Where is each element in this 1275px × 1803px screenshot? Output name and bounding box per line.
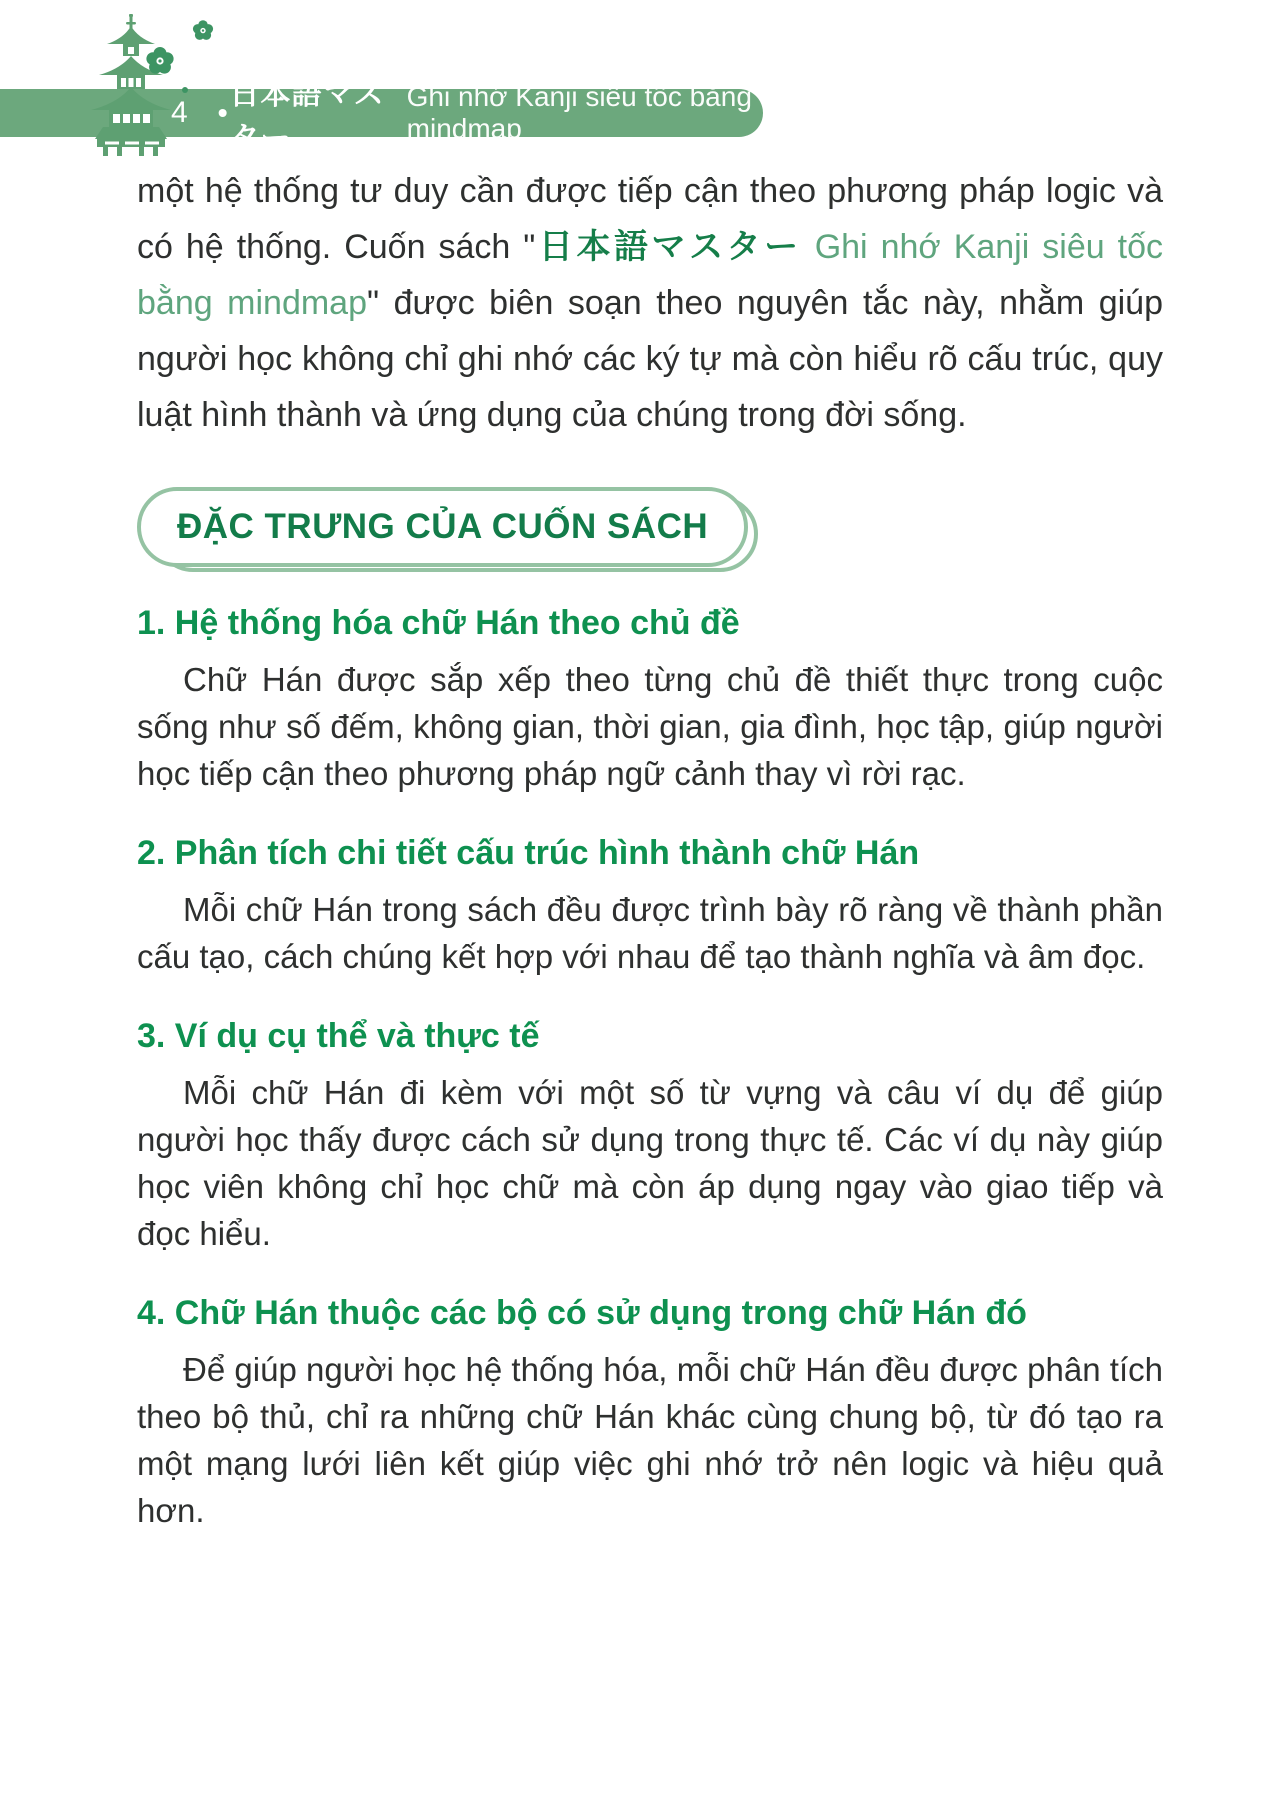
feature-section-2	[137, 833, 1163, 980]
page-content	[137, 163, 1163, 1534]
opening-text-2: " được biên soạn theo nguyên tắc này, nhằm giúp người học không chỉ ghi nhớ các ký tự mà còn hiểu rõ cấu trúc, quy luật hình thành và ứng dụng của chúng trong đời sống.	[137, 284, 1163, 434]
section-2-body: Mỗi chữ Hán trong sách đều được trình bày rõ ràng về thành phần cấu tạo, cách chúng kết hợp với nhau để tạo thành nghĩa và âm đọc.	[137, 891, 1163, 975]
pagoda-icon	[91, 14, 171, 156]
section-4-title: 4. Chữ Hán thuộc các bộ có sử dụng trong chữ Hán đó	[137, 1294, 1027, 1332]
section-3-body: Mỗi chữ Hán đi kèm với một số từ vựng và câu ví dụ để giúp người học thấy được cách sử dụng trong thực tế. Các ví dụ này giúp học viên không chỉ học chữ mà còn áp dụng ngay vào giao tiếp và đọc hiểu.	[137, 1074, 1163, 1252]
feature-section-1	[137, 603, 1163, 797]
section-3-title: 3. Ví dụ cụ thể và thực tế	[137, 1017, 540, 1055]
header-decoration	[83, 14, 233, 156]
badge-label: ĐẶC TRƯNG CỦA CUỐN SÁCH	[177, 507, 709, 546]
series-title-vietnamese: Ghi nhớ Kanji siêu tốc bằng mindmap	[406, 81, 752, 144]
section-1-body: Chữ Hán được sắp xếp theo từng chủ đề thiết thực trong cuộc sống như số đếm, không gian, thời gian, gia đình, học tập, giúp người học tiếp cận theo phương pháp ngữ cảnh thay vì rời rạc.	[137, 661, 1163, 792]
opening-paragraph	[137, 163, 1163, 443]
book-title-japanese: 日本語マスター	[535, 228, 802, 266]
feature-section-3	[137, 1016, 1163, 1257]
blossom-bud-icon	[182, 87, 188, 93]
series-title-japanese: 日本語マスター	[229, 78, 385, 155]
section-1-title: 1. Hệ thống hóa chữ Hán theo chủ đề	[137, 604, 740, 642]
book-title-vietnamese: Ghi nhớ Kanji siêu tốc bằng mindmap	[137, 228, 1163, 322]
section-header-badge	[137, 487, 748, 567]
feature-section-4	[137, 1293, 1163, 1534]
opening-text-1: một hệ thống tư duy cần được tiếp cận theo phương pháp logic và có hệ thống. Cuốn sách "	[137, 172, 1163, 266]
blossom-icon-small	[193, 20, 213, 40]
bullet-icon: •	[217, 97, 228, 128]
section-2-title: 2. Phân tích chi tiết cấu trúc hình thành chữ Hán	[137, 834, 920, 872]
section-4-body: Để giúp người học hệ thống hóa, mỗi chữ Hán đều được phân tích theo bộ thủ, chỉ ra những chữ Hán khác cùng chung bộ, từ đó tạo ra một mạng lưới liên kết giúp việc ghi nhớ trở nên logic và hiệu quả hơn.	[137, 1351, 1163, 1529]
page-number: 4	[171, 96, 188, 129]
blossom-icon-large	[146, 47, 173, 74]
